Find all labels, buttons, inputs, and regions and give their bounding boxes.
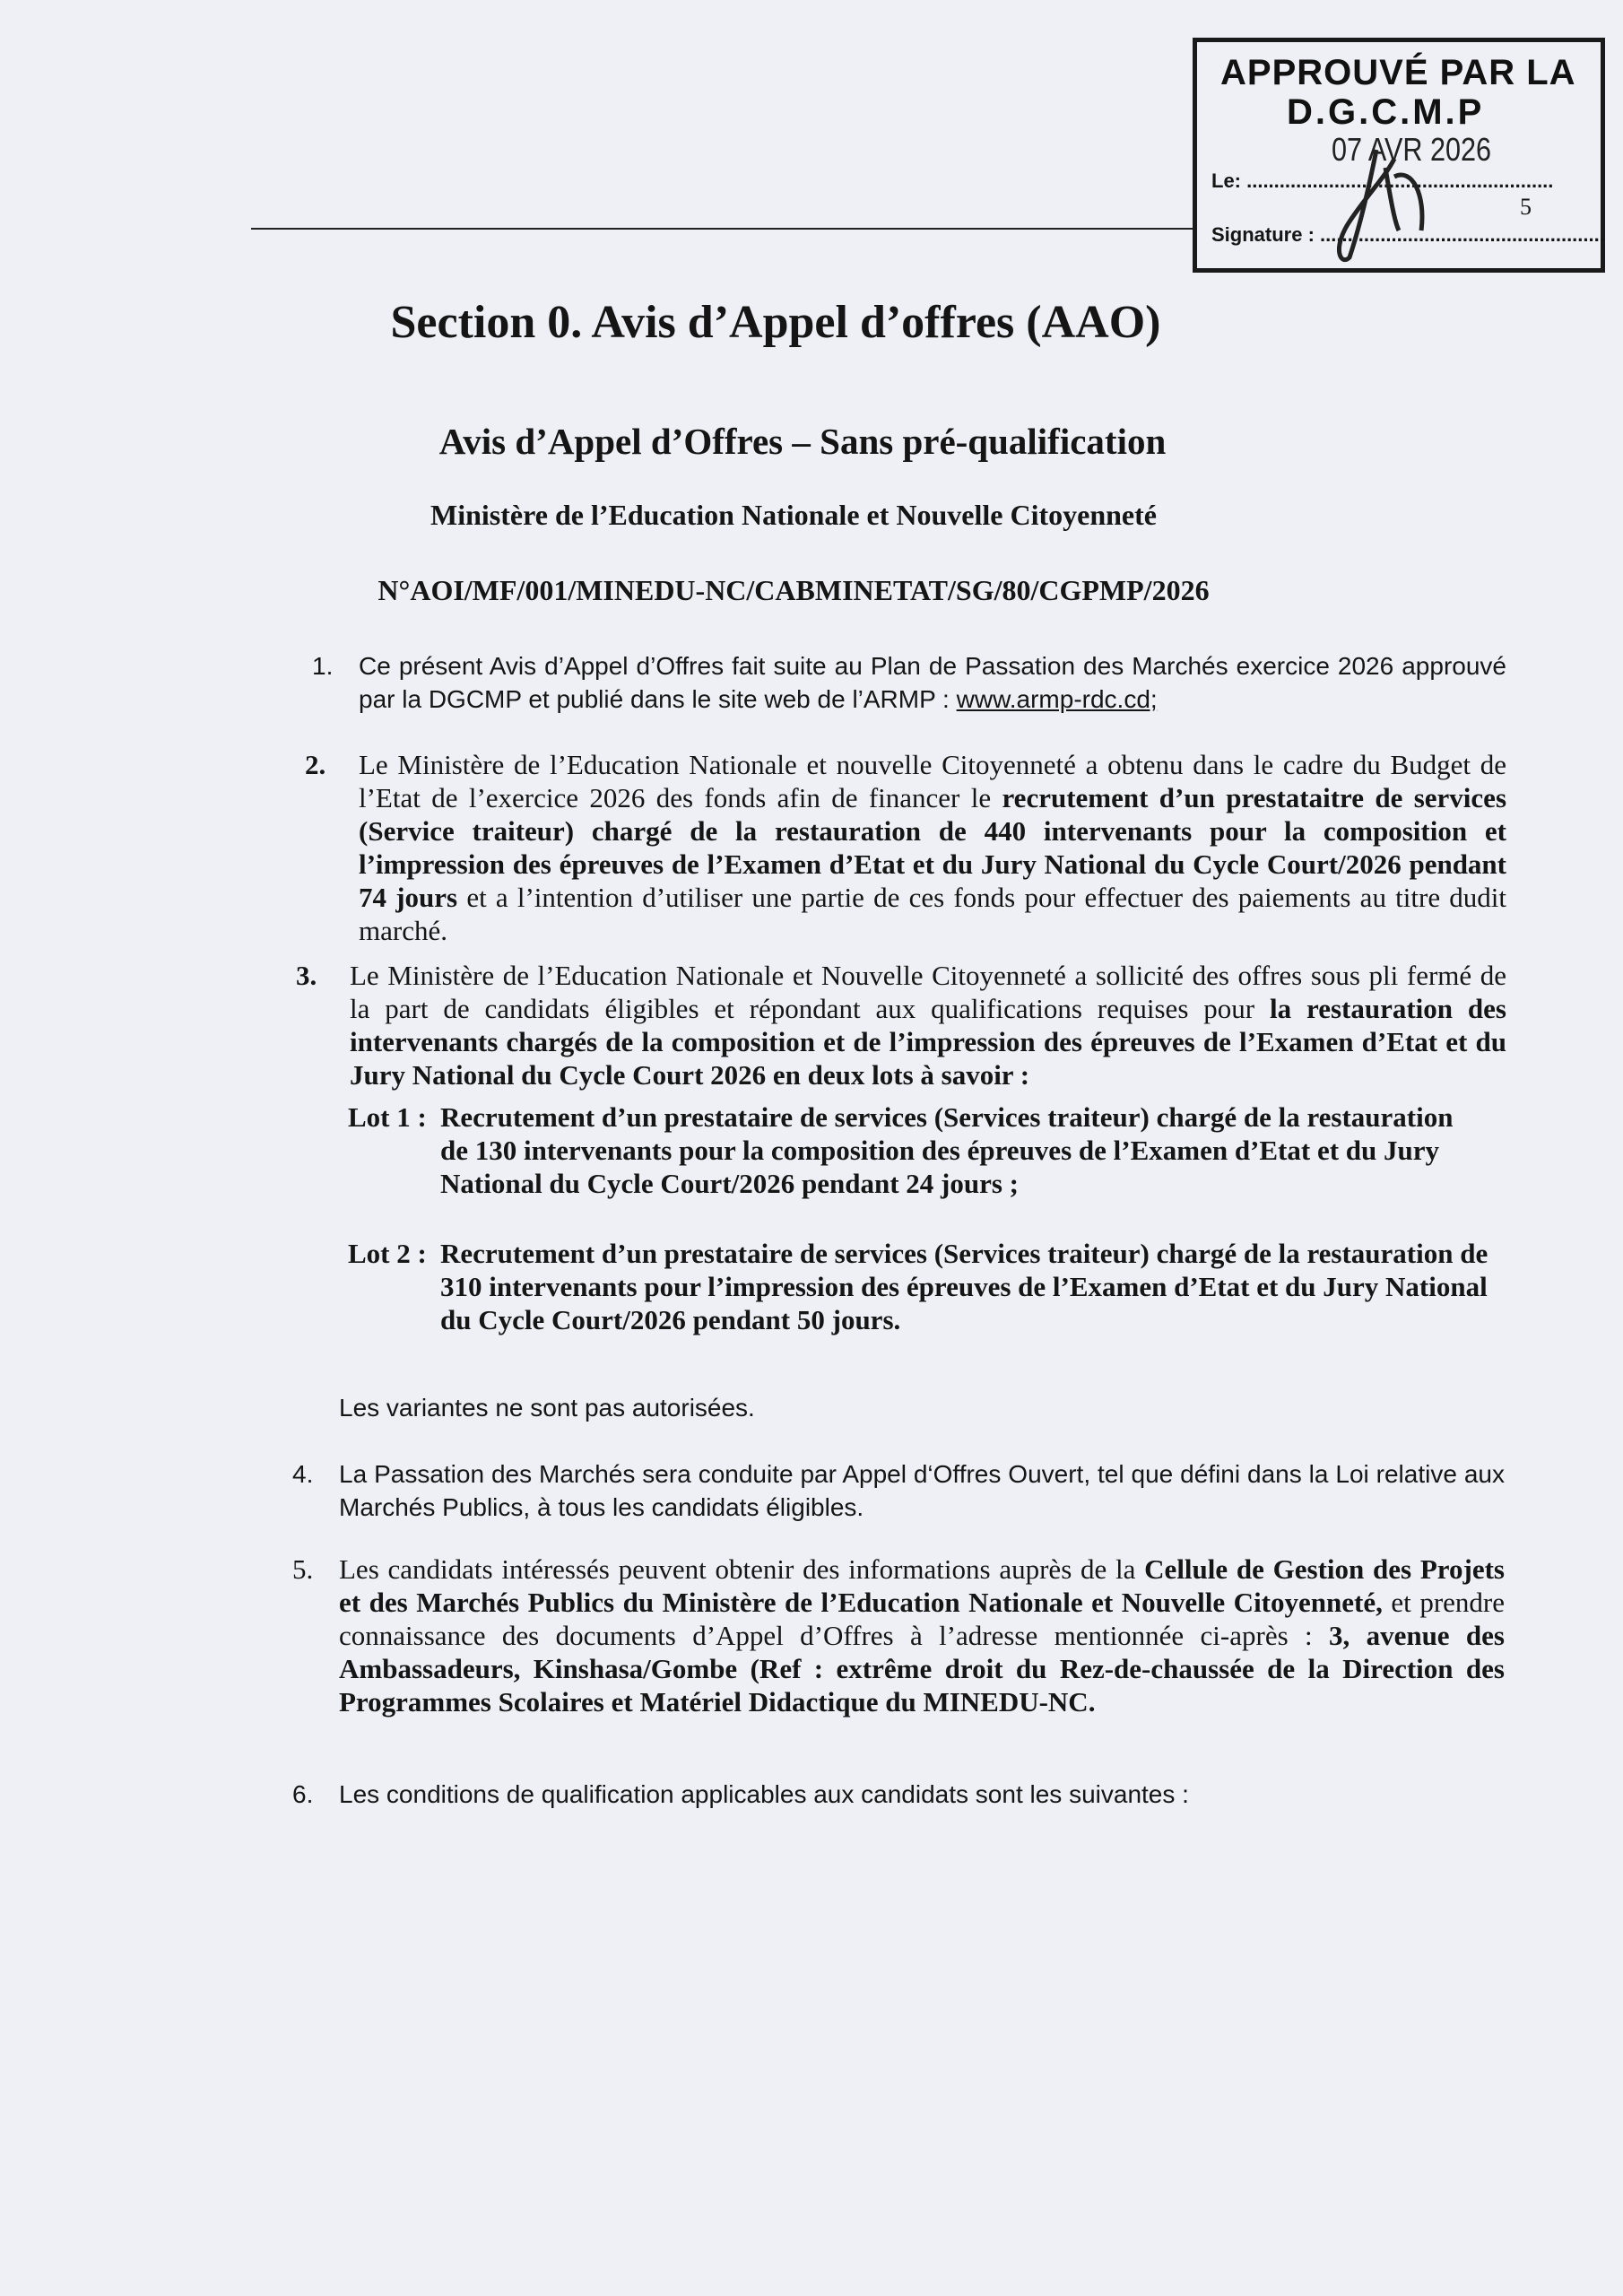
paragraph-text: Le Ministère de l’Education Nationale et nouvelle Citoyenneté a obtenu dans le cadre du Budget de l’Etat de l’exercice 2026 des fonds afin de financer le <box>359 749 1506 813</box>
stamp-date: 07 AVR 2026 <box>1332 131 1492 168</box>
ministry-name: Ministère de l’Education Nationale et Nouvelle Citoyenneté <box>430 499 1157 531</box>
paragraph-text: La Passation des Marchés sera conduite par Appel d‘Offres Ouvert, tel que défini dans la Loi relative aux Marchés Publics, à tous les candidats éligibles. <box>339 1460 1505 1521</box>
bold-text: Cellule de Gestion des Projets et des Marchés Publics du Ministère de l’Education Nationale et Nouvelle Citoyenneté, <box>339 1553 1505 1618</box>
lot-label: Lot 1 : <box>348 1101 427 1133</box>
bold-text: la restauration des intervenants chargés de la composition et de l’impression des épreuves de l’Examen d’Etat et du Jury National du Cycle Court 2026 en deux lots à savoir : <box>350 993 1506 1091</box>
variantes-note: Les variantes ne sont pas autorisées. <box>339 1394 755 1422</box>
section-title: Section 0. Avis d’Appel d’offres (AAO) <box>390 297 1161 348</box>
paragraph-number: 5. <box>292 1553 314 1585</box>
lot-label: Lot 2 : <box>348 1238 427 1269</box>
armp-website-link[interactable]: www.armp-rdc.cd; <box>956 685 1158 713</box>
paragraph-text: Le Ministère de l’Education Nationale et Nouvelle Citoyenneté a sollicité des offres sous pli fermé de la part de candidats éligibles et répondant aux qualifications requises pour <box>350 960 1506 1024</box>
page-number: 5 <box>1520 194 1532 220</box>
paragraph-text: et prendre connaissance des documents d’Appel d’Offres à l’adresse mentionnée ci-après : <box>339 1587 1505 1651</box>
paragraph-5 <box>292 1552 1505 1718</box>
lot-1 <box>348 1100 1469 1200</box>
bold-text: 3, avenue des Ambassadeurs, Kinshasa/Gombe (Ref : extrême droit du Rez-de-chaussée de la Direction des Programmes Scolaires et Matériel Didactique du MINEDU-NC. <box>339 1620 1505 1718</box>
stamp-signature-label: Signature : .................................................... <box>1211 223 1605 246</box>
paragraph-number: 2. <box>305 749 326 780</box>
reference-number: N°AOI/MF/001/MINEDU-NC/CABMINETAT/SG/80/CGPMP/2026 <box>378 574 1210 606</box>
notice-subtitle: Avis d’Appel d’Offres – Sans pré-qualification <box>438 421 1167 462</box>
lot-2 <box>348 1237 1514 1336</box>
paragraph-text: Ce présent Avis d’Appel d’Offres fait suite au Plan de Passation des Marchés exercice 2026 approuvé par la DGCMP et publié dans le site web de l’ARMP : <box>359 652 1506 713</box>
paragraph-number: 3. <box>296 960 317 991</box>
approval-stamp <box>1193 38 1605 273</box>
handwritten-signature <box>1323 141 1448 266</box>
paragraph-text: Les candidats intéressés peuvent obtenir des informations auprès de la <box>339 1553 1145 1585</box>
paragraph-number: 1. <box>312 652 334 680</box>
paragraph-4 <box>292 1457 1505 1524</box>
paragraph-number: 4. <box>292 1460 314 1488</box>
paragraph-1 <box>312 649 1506 716</box>
paragraph-3 <box>296 959 1506 1091</box>
paragraph-number: 6. <box>292 1780 314 1808</box>
paragraph-6 <box>292 1778 1505 1811</box>
paragraph-text: et a l’intention d’utiliser une partie de ces fonds pour effectuer des paiements au titre dudit marché. <box>359 882 1507 946</box>
stamp-agency-text: D.G.C.M.P <box>1287 92 1485 132</box>
lot-text: Recrutement d’un prestataire de services (Services traiteur) chargé de la restauration de 310 intervenants pour l’impression des épreuves de l’Examen d’Etat et du Jury National du Cycle Court/2026 pendant 50 jours. <box>440 1238 1488 1335</box>
stamp-date-label: Le: ........................................................ <box>1211 170 1554 192</box>
bold-text: recrutement d’un prestataitre de services (Service traiteur) chargé de la restauration de 440 intervenants pour la composition et l’impression des épreuves de l’Examen d’Etat et du Jury National du Cycle Court/2026 pendant 74 jours <box>359 782 1507 913</box>
stamp-approved-text: APPROUVÉ PAR LA <box>1220 53 1576 92</box>
notice-body <box>0 649 1623 1811</box>
paragraph-text: Les conditions de qualification applicables aux candidats sont les suivantes : <box>339 1780 1189 1808</box>
lot-text: Recrutement d’un prestataire de services (Services traiteur) chargé de la restauration de 130 intervenants pour la composition des épreuves de l’Examen d’Etat et du Jury National du Cycle Court/2026 pendant 24 jours ; <box>440 1101 1454 1199</box>
paragraph-2 <box>305 748 1507 947</box>
header-rule <box>251 228 1193 230</box>
